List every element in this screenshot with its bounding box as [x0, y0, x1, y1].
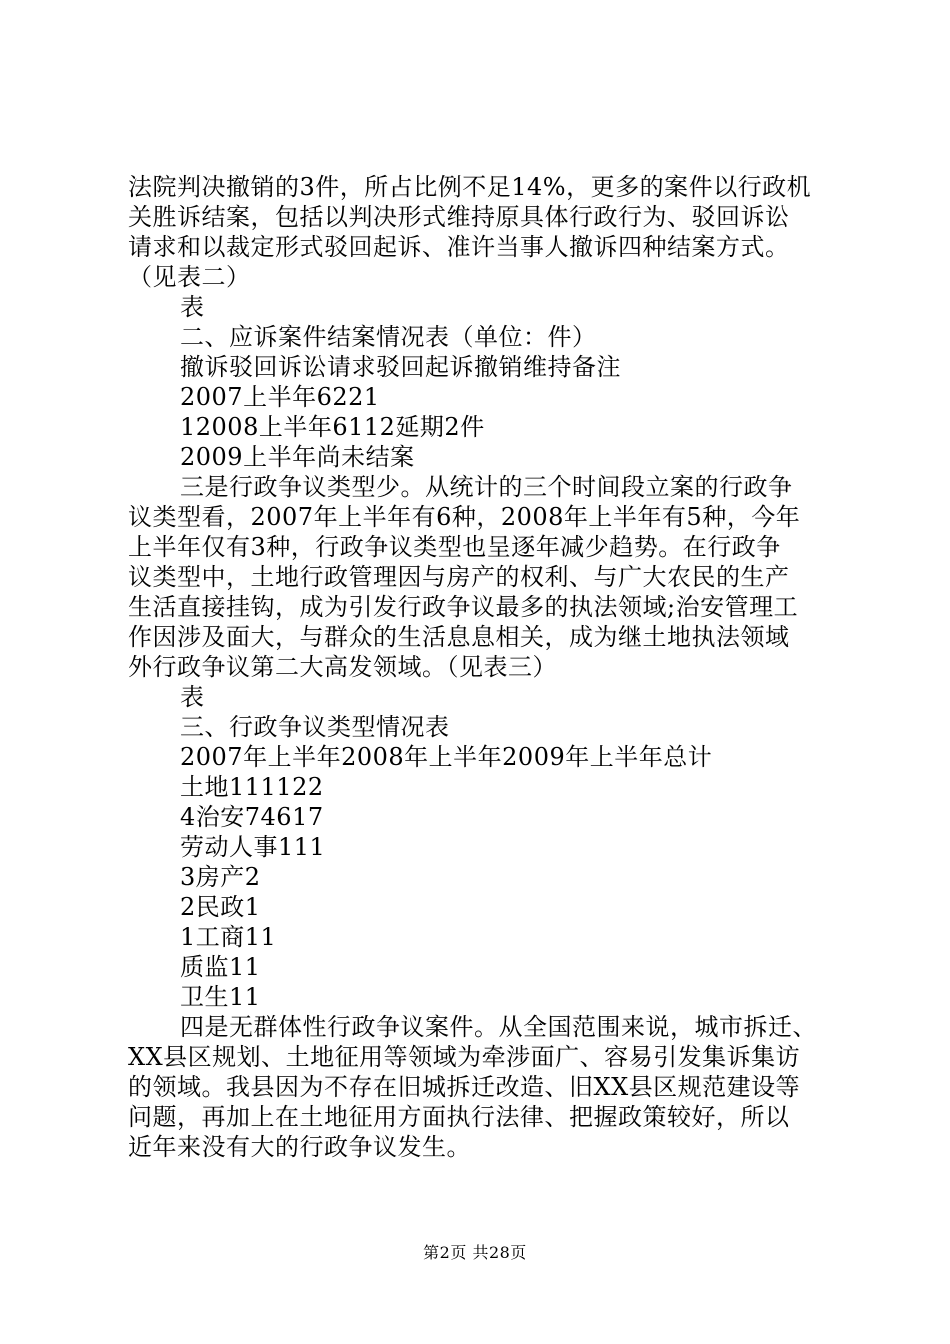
table-3-header: 2007年上半年2008年上半年2009年上半年总计: [180, 743, 713, 771]
text-line: 上半年仅有3种，行政争议类型也呈逐年减少趋势。在行政争: [128, 533, 781, 561]
table-2-row: 12008上半年6112延期2件: [180, 413, 485, 441]
text-line: 问题，再加上在土地征用方面执行法律、把握政策较好，所以: [128, 1103, 790, 1131]
text-line: （见表二）: [128, 263, 251, 291]
text-line: 作因涉及面大，与群众的生活息息相关，成为继土地执法领域: [128, 623, 790, 651]
table-3-row: 2民政1: [180, 893, 261, 921]
table-3-row: 质监11: [180, 953, 261, 981]
table-3-row: 1工商11: [180, 923, 277, 951]
paragraph-no-mass-disputes: [128, 1012, 828, 1162]
table-3-row: 土地111122: [180, 773, 324, 801]
text-line: 关胜诉结案，包括以判决形式维持原具体行政行为、驳回诉讼: [128, 203, 790, 231]
text-line: 议类型中，土地行政管理因与房产的权利、与广大农民的生产: [128, 563, 790, 591]
text-line: 的领域。我县因为不存在旧城拆迁改造、旧XX县区规范建设等: [128, 1073, 801, 1101]
table-3-row: 4治安74617: [180, 803, 324, 831]
table-2-header: 撤诉驳回诉讼请求驳回起诉撤销维持备注: [180, 353, 621, 381]
paragraph-table-2-intro: [128, 172, 828, 292]
text-line: 请求和以裁定形式驳回起诉、准许当事人撤诉四种结案方式。: [128, 233, 790, 261]
text-line: 外行政争议第二大高发领域。（见表三）: [128, 653, 557, 681]
text-line: 议类型看，2007年上半年有6种，2008年上半年有5种，今年: [128, 503, 801, 531]
text-line: 四是无群体性行政争议案件。从全国范围来说，城市拆迁、: [180, 1013, 817, 1041]
text-line: XX县区规划、土地征用等领域为牵涉面广、容易引发集诉集访: [128, 1043, 801, 1071]
table-2-label: 表: [180, 293, 205, 321]
text-line: 法院判决撤销的3件，所占比例不足14%，更多的案件以行政机: [128, 173, 812, 201]
table-2-row: 2007上半年6221: [180, 383, 380, 411]
table-3-section: [128, 682, 828, 1012]
document-body: [128, 172, 828, 1162]
text-line: 生活直接挂钩，成为引发行政争议最多的执法领域;治安管理工: [128, 593, 799, 621]
paragraph-dispute-types: [128, 472, 828, 682]
text-line: 近年来没有大的行政争议发生。: [128, 1133, 471, 1161]
table-2-section: [128, 292, 828, 472]
table-3-row: 劳动人事111: [180, 833, 326, 861]
table-3-title: 三、行政争议类型情况表: [180, 713, 450, 741]
text-line: 三是行政争议类型少。从统计的三个时间段立案的行政争: [180, 473, 793, 501]
table-2-row: 2009上半年尚未结案: [180, 443, 415, 471]
table-3-row: 卫生11: [180, 983, 261, 1011]
table-3-row: 3房产2: [180, 863, 261, 891]
table-2-title: 二、应诉案件结案情况表（单位：件）: [180, 323, 597, 351]
table-3-label: 表: [180, 683, 205, 711]
page-footer: 第2页 共28页: [423, 1243, 527, 1262]
